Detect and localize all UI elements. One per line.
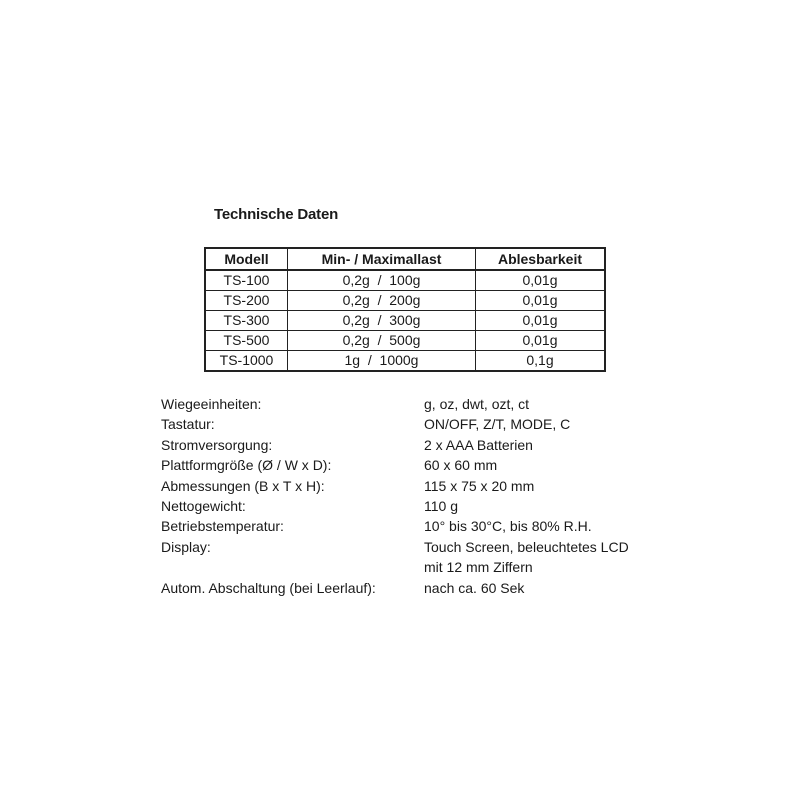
spec-row-weight (161, 496, 629, 516)
cell-model: TS-500 (205, 331, 288, 351)
spec-value (424, 435, 533, 455)
spec-value-line: 115 x 75 x 20 mm (424, 477, 535, 494)
column-header-load: Min- / Maximallast (288, 248, 476, 270)
cell-readability: 0,01g (476, 270, 606, 291)
cell-load: 0,2g / 100g (288, 270, 476, 291)
spec-row-keypad (161, 414, 629, 434)
spec-label: Wiegeeinheiten: (161, 396, 262, 412)
spec-value (424, 476, 534, 496)
spec-value-line: Touch Screen, beleuchtetes LCD (424, 538, 629, 555)
spec-value-line: nach ca. 60 Sek (424, 579, 525, 596)
spec-label: Autom. Abschaltung (bei Leerlauf): (161, 579, 376, 596)
spec-value-line: 110 g (424, 498, 458, 515)
cell-readability: 0,01g (476, 311, 606, 331)
spec-value (424, 516, 592, 536)
spec-label: Tastatur: (161, 416, 215, 433)
spec-row-platform (161, 455, 629, 475)
column-header-model: Modell (205, 248, 288, 270)
cell-load: 1g / 1000g (288, 351, 476, 372)
spec-row-auto-off (161, 578, 629, 598)
spec-label: Betriebstemperatur: (161, 518, 284, 535)
spec-label: Display: (161, 538, 211, 555)
table-row (205, 291, 605, 311)
cell-load: 0,2g / 200g (288, 291, 476, 311)
table-header-row (205, 248, 605, 270)
spec-value-line: 2 x AAA Batterien (424, 436, 533, 453)
spec-value-line: 60 x 60 mm (424, 457, 498, 474)
cell-readability: 0,01g (476, 291, 606, 311)
spec-label: Plattformgröße (Ø / W x D): (161, 457, 332, 474)
cell-model: TS-300 (205, 311, 288, 331)
spec-value (424, 578, 524, 598)
table-row (205, 351, 605, 372)
cell-load: 0,2g / 300g (288, 311, 476, 331)
spec-row-display (161, 537, 629, 578)
spec-value-line: 10° bis 30°C, bis 80% R.H. (424, 518, 592, 535)
spec-row-temperature (161, 516, 629, 536)
spec-value-line: ON/OFF, Z/T, MODE, C (424, 416, 571, 433)
column-header-readability: Ablesbarkeit (476, 248, 606, 270)
spec-value-line: mit 12 mm Ziffern (424, 559, 533, 576)
cell-model: TS-100 (205, 270, 288, 291)
cell-load: 0,2g / 500g (288, 331, 476, 351)
cell-readability: 0,1g (476, 351, 606, 372)
spec-value (424, 496, 458, 516)
spec-row-dimensions (161, 476, 629, 496)
table-row (205, 331, 605, 351)
spec-value (424, 537, 629, 578)
model-table (204, 247, 606, 372)
spec-value-line: g, oz, dwt, ozt, ct (424, 396, 530, 412)
cell-readability: 0,01g (476, 331, 606, 351)
page-title: Technische Daten (214, 206, 339, 223)
table-row (205, 270, 605, 291)
cell-model: TS-200 (205, 291, 288, 311)
spec-value (424, 455, 497, 475)
spec-row-power (161, 435, 629, 455)
spec-value (424, 394, 529, 414)
spec-label: Abmessungen (B x T x H): (161, 477, 325, 494)
spec-value (424, 414, 570, 434)
spec-list (161, 394, 629, 598)
table-row (205, 311, 605, 331)
spec-label: Stromversorgung: (161, 436, 273, 453)
spec-label: Nettogewicht: (161, 498, 246, 515)
spec-row-units (161, 394, 629, 414)
cell-model: TS-1000 (205, 351, 288, 372)
